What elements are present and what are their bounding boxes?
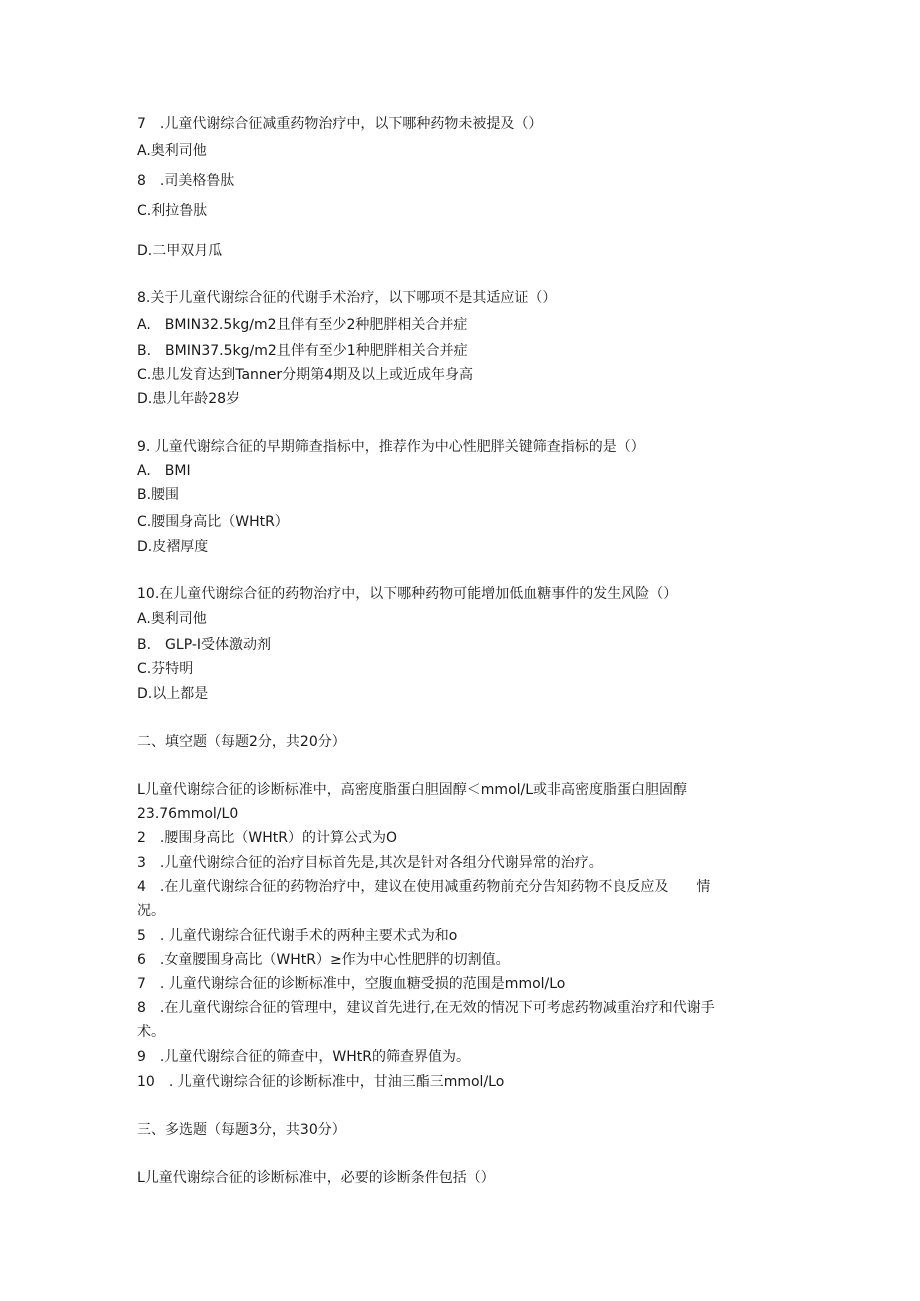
question-8: 8.关于儿童代谢综合征的代谢手术治疗，以下哪项不是其适应证（） [137, 290, 557, 306]
option: C.利拉鲁肽 [137, 203, 208, 219]
option: C.腰围身高比（WHtR） [137, 514, 289, 530]
option: D.以上都是 [137, 686, 209, 702]
option: D.二甲双月瓜 [137, 243, 223, 259]
fill-item: 术。 [137, 1024, 165, 1040]
fill-item: 2 .腰围身高比（WHtR）的计算公式为O [137, 830, 397, 846]
question-10: 10.在儿童代谢综合征的药物治疗中，以下哪种药物可能增加低血糖事件的发生风险（） [137, 586, 678, 602]
section-heading-multi: 三、多选题（每题3分，共30分） [137, 1122, 346, 1138]
option: C.患儿发育达到Tanner分期第4期及以上或近成年身高 [137, 367, 474, 383]
section-heading-fill: 二、填空题（每题2分，共20分） [137, 734, 346, 750]
option: B.腰围 [137, 487, 180, 503]
fill-item: 况。 [137, 903, 165, 919]
fill-item: 9 .儿童代谢综合征的筛查中，WHtR的筛查界值为。 [137, 1049, 470, 1065]
option: D.皮褶厚度 [137, 539, 209, 555]
option: 8 .司美格鲁肽 [137, 173, 235, 189]
option: D.患儿年龄28岁 [137, 391, 241, 407]
fill-item: 23.76mmol∕L0 [137, 806, 239, 822]
fill-item: 4 .在儿童代谢综合征的药物治疗中，建议在使用减重药物前充分告知药物不良反应及 情 [137, 879, 711, 895]
fill-item: 6 .女童腰围身高比（WHtR）≥作为中心性肥胖的切割值。 [137, 952, 510, 968]
option: A.奥利司他 [137, 611, 207, 627]
fill-item: 3 .儿童代谢综合征的治疗目标首先是,其次是针对各组分代谢异常的治疗。 [137, 855, 603, 871]
option: B. BMIN37.5kg∕m2且伴有至少1种肥胖相关合并症 [137, 343, 468, 359]
fill-item: L儿童代谢综合征的诊断标准中，高密度脂蛋白胆固醇＜mmol/L或非高密度脂蛋白胆固醇 [137, 782, 688, 798]
option: C.芬特明 [137, 661, 194, 677]
fill-item: 5 . 儿童代谢综合征代谢手术的两种主要术式为和o [137, 928, 458, 944]
question-7: 7 .儿童代谢综合征减重药物治疗中，以下哪种药物未被提及（） [137, 116, 543, 132]
option: A. BMIN32.5kg∕m2且伴有至少2种肥胖相关合并症 [137, 317, 468, 333]
multi-item: L儿童代谢综合征的诊断标准中，必要的诊断条件包括（） [137, 1170, 495, 1186]
fill-item: 7 . 儿童代谢综合征的诊断标准中，空腹血糖受损的范围是mmol/Lo [137, 976, 566, 992]
fill-item: 8 .在儿童代谢综合征的管理中，建议首先进行,在无效的情况下可考虑药物减重治疗和代谢手 [137, 1000, 715, 1016]
option: A.奥利司他 [137, 143, 207, 159]
question-9: 9. 儿童代谢综合征的早期筛查指标中，推荐作为中心性肥胖关键筛查指标的是（） [137, 439, 645, 455]
fill-item: 10 . 儿童代谢综合征的诊断标准中，甘油三酯三mmol/Lo [137, 1074, 505, 1090]
option: A. BMI [137, 463, 191, 479]
option: B. GLP-I受体激动剂 [137, 637, 272, 653]
